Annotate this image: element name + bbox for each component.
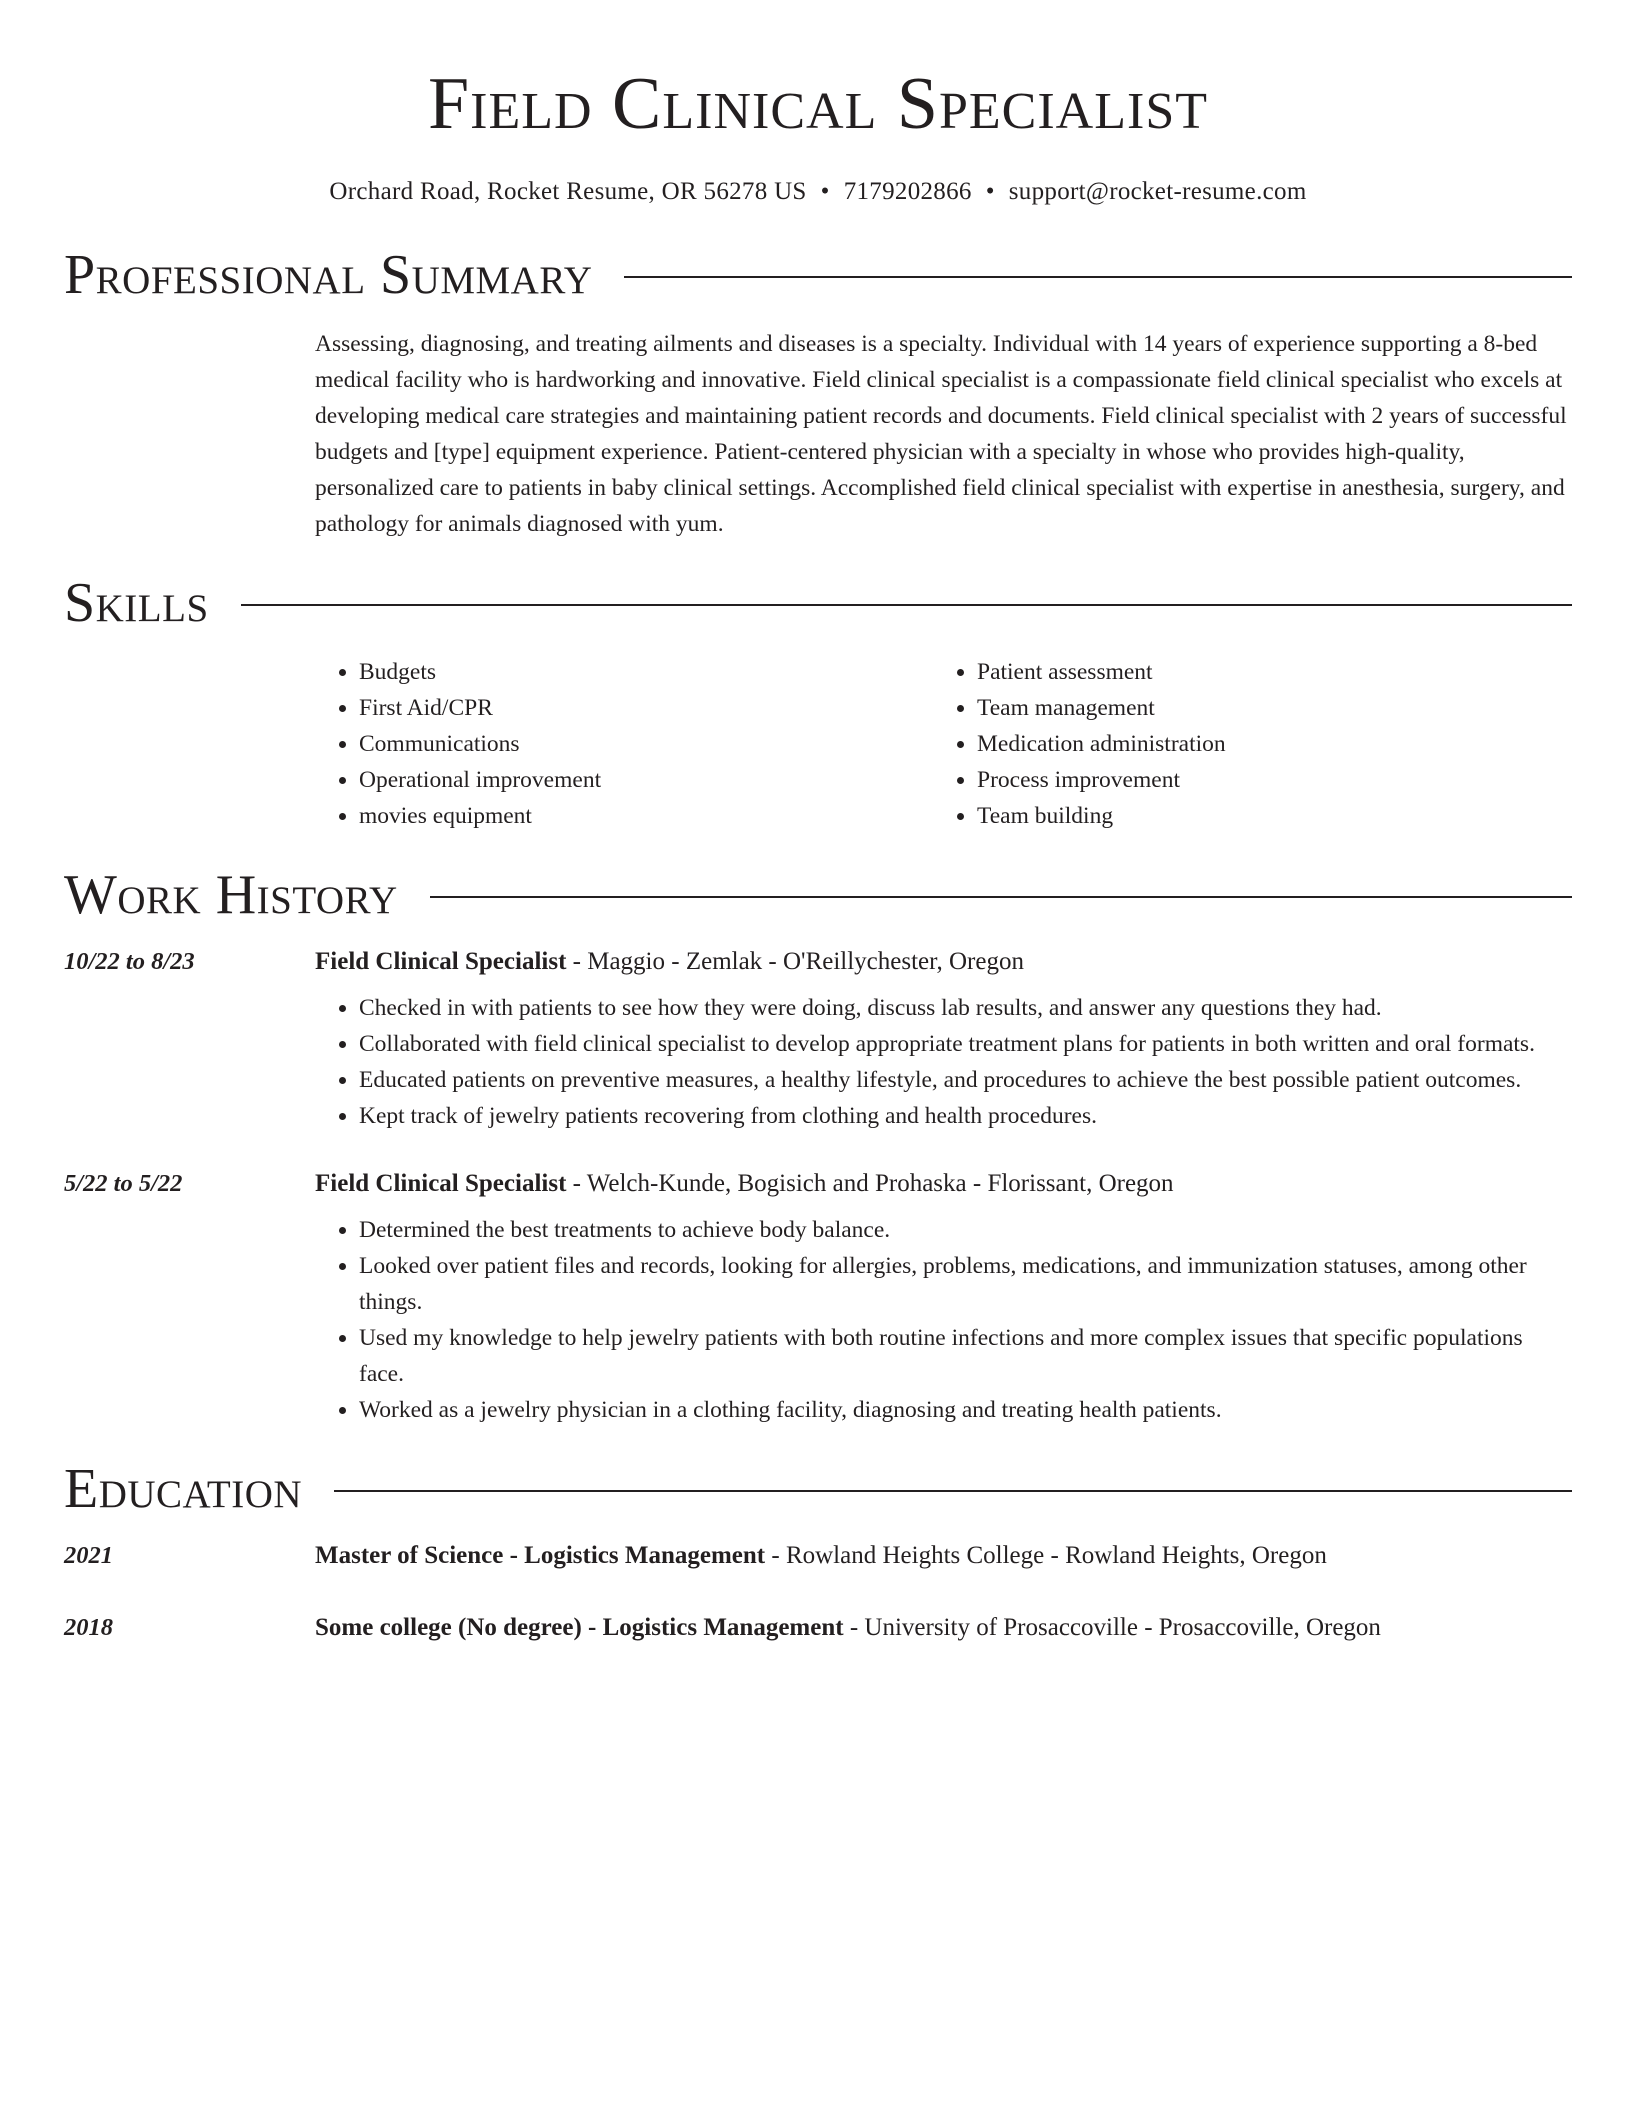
- skill-item: • Budgets: [359, 654, 933, 690]
- resume-page: [64, 0, 1572, 1646]
- job-bullets: [315, 990, 1572, 1134]
- skills-grid: [315, 654, 1572, 834]
- education-details: - University of Prosaccoville - Prosaccoville, Oregon: [843, 1614, 1381, 1641]
- contact-email: support@rocket-resume.com: [1008, 178, 1307, 205]
- education-degree: Master of Science - Logistics Management: [315, 1542, 766, 1569]
- skill-item: • First Aid/CPR: [359, 690, 933, 726]
- contact-phone: 7179202866: [843, 178, 972, 205]
- contact-line: [64, 174, 1572, 210]
- skills-list-right: [933, 654, 1551, 834]
- contact-separator: •: [820, 178, 830, 205]
- job-bullet: • Checked in with patients to see how they were doing, discuss lab results, and answer any questions they had.: [359, 990, 1572, 1026]
- skills-list-left: [315, 654, 933, 834]
- contact-separator: •: [985, 178, 995, 205]
- education-year: 2018: [64, 1614, 113, 1641]
- section-divider: [624, 276, 1572, 278]
- skills-section-header: [64, 568, 1572, 638]
- skill-item: • movies equipment: [359, 798, 933, 834]
- education-line: [315, 1610, 1572, 1646]
- job-bullets-wrap: [315, 1212, 1572, 1428]
- job-bullet: • Looked over patient files and records, looking for allergies, problems, medications, and immunization statuses, among other things.: [359, 1248, 1572, 1320]
- job-bullets-wrap: [315, 990, 1572, 1134]
- job-bullet: • Kept track of jewelry patients recovering from clothing and health procedures.: [359, 1098, 1572, 1134]
- job-header: [64, 944, 1572, 980]
- contact-address: Orchard Road, Rocket Resume, OR 56278 US: [329, 178, 807, 205]
- skill-item: • Communications: [359, 726, 933, 762]
- education-degree: Some college (No degree) - Logistics Management: [315, 1614, 844, 1641]
- section-divider: [241, 604, 1572, 606]
- education-entry: [64, 1610, 1572, 1646]
- job-dates: 10/22 to 8/23: [64, 948, 195, 975]
- job-entry: [64, 1166, 1572, 1428]
- summary-body: [315, 326, 1572, 542]
- work-section-header: [64, 860, 1572, 930]
- job-title: Field Clinical Specialist: [315, 948, 567, 975]
- skill-item: • Patient assessment: [977, 654, 1551, 690]
- job-title: Field Clinical Specialist: [315, 1170, 567, 1197]
- education-year: 2021: [64, 1542, 113, 1569]
- skill-item: • Process improvement: [977, 762, 1551, 798]
- summary-heading: Professional Summary: [64, 244, 593, 306]
- job-bullet: • Educated patients on preventive measures, a healthy lifestyle, and procedures to achieve the best possible patient outcomes.: [359, 1062, 1572, 1098]
- work-heading: Work History: [64, 864, 398, 926]
- job-title-line: [315, 944, 1572, 980]
- skill-item: • Team management: [977, 690, 1551, 726]
- skill-item: • Team building: [977, 798, 1551, 834]
- skills-body: [315, 654, 1572, 834]
- education-section-header: [64, 1454, 1572, 1524]
- education-entry: [64, 1538, 1572, 1574]
- summary-text: Assessing, diagnosing, and treating ailments and diseases is a specialty. Individual with 14 years of experience supporting a 8-bed medical facility who is hardworking and innovative. Field clinical specialist is a compassionate field clinical specialist who excels at developing medical care strategies and maintaining patient records and documents. Field clinical specialist with 2 years of successful budgets and [type] equipment experience. Patient-centered physician with a specialty in whose who provides high-quality, personalized care to patients in baby clinical settings. Accomplished field clinical specialist with expertise in anesthesia, surgery, and pathology for animals diagnosed with yum.: [315, 331, 1567, 537]
- resume-name: Field Clinical Specialist: [427, 63, 1208, 145]
- skill-item: • Operational improvement: [359, 762, 933, 798]
- job-details: - Maggio - Zemlak - O'Reillychester, Oregon: [566, 948, 1024, 975]
- section-divider: [334, 1490, 1572, 1492]
- job-bullet: • Worked as a jewelry physician in a clothing facility, diagnosing and treating health patients.: [359, 1392, 1572, 1428]
- skills-heading: Skills: [64, 572, 209, 634]
- section-divider: [430, 896, 1572, 898]
- education-line: [315, 1538, 1572, 1574]
- job-details: - Welch-Kunde, Bogisich and Prohaska - Florissant, Oregon: [566, 1170, 1174, 1197]
- job-entry: [64, 944, 1572, 1134]
- job-bullets: [315, 1212, 1572, 1428]
- education-heading: Education: [64, 1458, 303, 1520]
- job-dates: 5/22 to 5/22: [64, 1170, 183, 1197]
- skill-item: • Medication administration: [977, 726, 1551, 762]
- job-title-line: [315, 1166, 1572, 1202]
- job-header: [64, 1166, 1572, 1202]
- job-bullet: • Determined the best treatments to achieve body balance.: [359, 1212, 1572, 1248]
- summary-section-header: [64, 240, 1572, 310]
- job-bullet: • Used my knowledge to help jewelry patients with both routine infections and more complex issues that specific populations face.: [359, 1320, 1572, 1392]
- education-details: - Rowland Heights College - Rowland Heights, Oregon: [765, 1542, 1327, 1569]
- job-bullet: • Collaborated with field clinical specialist to develop appropriate treatment plans for patients in both written and oral formats.: [359, 1026, 1572, 1062]
